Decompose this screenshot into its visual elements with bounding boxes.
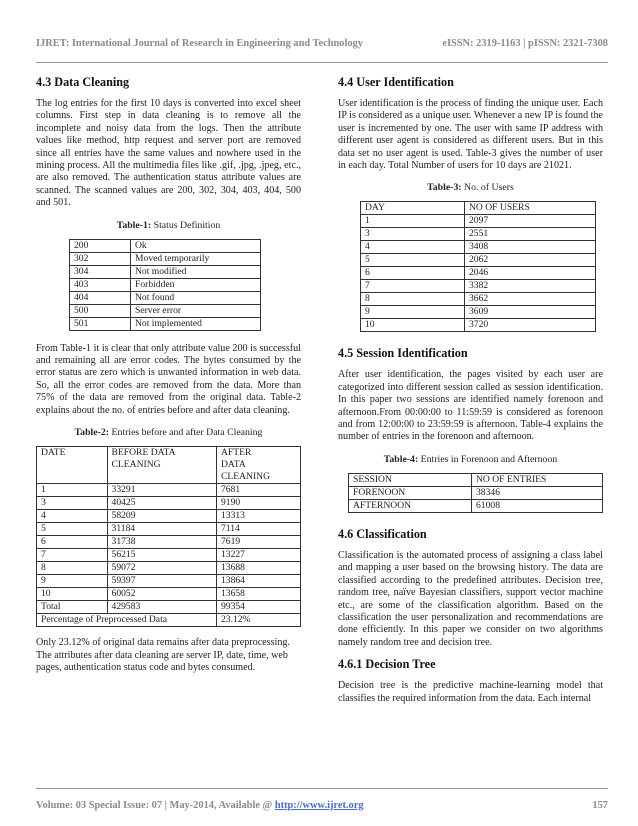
- table-cell: 302: [70, 252, 131, 265]
- page-footer: [36, 800, 608, 811]
- table-cell: Not found: [131, 291, 261, 304]
- table-row: [70, 252, 261, 265]
- table-cell: 13227: [216, 549, 300, 562]
- table-row: [361, 293, 596, 306]
- table-row: [349, 486, 603, 499]
- table-cell: 13864: [216, 575, 300, 588]
- table-cell: 99354: [216, 601, 300, 614]
- footer-rule: [36, 788, 608, 789]
- table-row: [37, 497, 301, 510]
- table-cell: 2097: [465, 215, 596, 228]
- table-cell: 38346: [472, 486, 603, 499]
- journal-link[interactable]: http://www.ijret.org: [274, 800, 364, 811]
- table-cell: 8: [361, 293, 465, 306]
- table-row: [361, 319, 596, 332]
- table-cell: 59397: [107, 575, 216, 588]
- table-row: [361, 254, 596, 267]
- journal-title: IJRET: International Journal of Research in Engineering and Technology: [36, 38, 363, 49]
- table-2-label: Table-2:: [74, 427, 110, 439]
- table-cell: 23.12%: [216, 614, 300, 627]
- table-cell: 31184: [107, 523, 216, 536]
- table-cell: 4: [361, 241, 465, 254]
- table-cell: 500: [70, 304, 131, 317]
- table-cell: 2046: [465, 267, 596, 280]
- table-cell: Percentage of Preprocessed Data: [37, 614, 217, 627]
- table-cell: Not implemented: [131, 317, 261, 330]
- table-cell: 1: [361, 215, 465, 228]
- table-cell: Server error: [131, 304, 261, 317]
- section-4-6-1-paragraph: Decision tree is the predictive machine-learning model that classifies the required information from the data. Each internal: [338, 680, 603, 704]
- table-row: [37, 549, 301, 562]
- table-cell: AFTERNOON: [349, 499, 472, 512]
- table-header-cell: SESSION: [349, 473, 472, 486]
- table-cell: 5: [361, 254, 465, 267]
- table-row: [361, 306, 596, 319]
- section-4-4-paragraph: User identification is the process of finding the unique user. Each IP is considered as a unique user. Whenever a new IP is found the user is incremented by one. The user with same IP address with different user agent is considered as different users. But in this data set no user agent is used. Table-3 gives the number of user in each day. Total Number of users for 10 days are 21021.: [338, 98, 603, 172]
- table-cell: 58209: [107, 510, 216, 523]
- table-cell: 200: [70, 239, 131, 252]
- section-4-6-title: 4.6 Classification: [338, 526, 427, 541]
- table-cell: 403: [70, 278, 131, 291]
- table-row: [37, 601, 301, 614]
- table-cell: 429583: [107, 601, 216, 614]
- table-cell: 9: [361, 306, 465, 319]
- table-4-caption: [338, 454, 603, 465]
- table-header-cell: NO OF USERS: [465, 202, 596, 215]
- table-header-cell: DATE: [37, 447, 108, 484]
- table-cell: 7681: [216, 484, 300, 497]
- paragraph-after-table-2: Only 23.12% of original data remains after data preprocessing. The attributes after data cleaning are server IP, date, time, web pages, authentication status code and bytes consumed.: [36, 637, 290, 673]
- table-header-row: [361, 202, 596, 215]
- table-cell: Forbidden: [131, 278, 261, 291]
- table-1-status-definition: [69, 239, 261, 331]
- page-header: [36, 38, 608, 49]
- table-cell: 6: [37, 536, 108, 549]
- table-cell: 304: [70, 265, 131, 278]
- table-4-label: Table-4:: [383, 453, 419, 465]
- table-row: [361, 280, 596, 293]
- table-header-cell: DAY: [361, 202, 465, 215]
- table-4-caption-text: Entries in Forenoon and Afternoon: [418, 453, 558, 465]
- table-cell: 61008: [472, 499, 603, 512]
- table-2-entries: [36, 446, 301, 627]
- section-4-6-paragraph: Classification is the automated process of assigning a class label and mapping a user based on the browsing history. The data are classified according to the predefined attributes. Decision tree, random tree, naïve Bayesian classifiers, support vector machine etc., are some of the classification algorithm. Based on the classification the user personalization and recommendations are done efficiently. In this paper we consider on two algorithms namely random tree and decision tree.: [338, 549, 603, 648]
- table-cell: 4: [37, 510, 108, 523]
- table-cell: 8: [37, 562, 108, 575]
- table-cell: 9190: [216, 497, 300, 510]
- table-row: [361, 241, 596, 254]
- table-row: [70, 304, 261, 317]
- footer-volume-text: Volume: 03 Special Issue: 07 | May-2014, Available @: [36, 800, 275, 811]
- table-cell: 56215: [107, 549, 216, 562]
- table-cell: 7619: [216, 536, 300, 549]
- table-cell: 31738: [107, 536, 216, 549]
- table-row: [70, 265, 261, 278]
- table-cell: 10: [361, 319, 465, 332]
- table-row: [361, 228, 596, 241]
- table-header-cell: AFTER DATA CLEANING: [216, 447, 300, 484]
- table-2-caption-text: Entries before and after Data Cleaning: [109, 427, 263, 439]
- table-3-caption-text: No. of Users: [461, 182, 514, 194]
- section-4-3-paragraph: The log entries for the first 10 days is converted into excel sheet columns. First step in data cleaning is to remove all the incomplete and noisy data from the logs. Then the attribute values like method, http request and server port are removed since all entries have the same values and nowhere used in the mining process. All the multimedia files like .gif, .jpg, .jpeg, etc., are also removed. The authentication status attribute values are scanned. The scanned values are 200, 302, 304, 403, 404, 500 and 501.: [36, 98, 301, 209]
- table-cell: 5: [37, 523, 108, 536]
- section-4-5-paragraph: After user identification, the pages visited by each user are categorized into different session called as session identification. In this paper two sessions are identified namely forenoon and afternoon.From 00:00:00 to 11:59:59 is considered as forenoon and from 12:00:00 to 23:59:59 is afternoon. Table-4 explains the number of entries in the forenoon and afternoon.: [338, 369, 603, 443]
- table-cell: 13313: [216, 510, 300, 523]
- table-cell: 3609: [465, 306, 596, 319]
- table-row: [361, 267, 596, 280]
- table-1-caption-text: Status Definition: [151, 219, 221, 231]
- table-cell: 404: [70, 291, 131, 304]
- table-row: [37, 484, 301, 497]
- table-cell: 7114: [216, 523, 300, 536]
- table-3-label: Table-3:: [427, 182, 462, 194]
- section-4-4-title: 4.4 User Identification: [338, 75, 454, 89]
- table-row: [37, 523, 301, 536]
- table-2-caption: [36, 427, 301, 438]
- section-4-5-title: 4.5 Session Identification: [338, 346, 468, 361]
- footer-volume: [36, 800, 364, 811]
- table-row: [361, 215, 596, 228]
- header-rule: [36, 62, 608, 63]
- section-4-3-title: 4.3 Data Cleaning: [36, 75, 130, 89]
- table-cell: 40425: [107, 497, 216, 510]
- table-cell: 10: [37, 588, 108, 601]
- table-row: [70, 278, 261, 291]
- issn-text: eISSN: 2319-1163 | pISSN: 2321-7308: [442, 38, 608, 49]
- paragraph-after-table-1: From Table-1 it is clear that only attribute value 200 is successful and remaining all are error codes. The bytes consumed by the error status are zero which is unwanted information in web data. So, all the error codes are removed from the data. More than 75% of the data are removed from the original data. Table-2 explains about the no. of entries before and after data cleaning.: [36, 342, 301, 416]
- table-cell: 13658: [216, 588, 300, 601]
- table-header-row: [37, 447, 301, 484]
- table-cell: 13688: [216, 562, 300, 575]
- table-row: [349, 499, 603, 512]
- table-row: [37, 575, 301, 588]
- table-row-percentage: [37, 614, 301, 627]
- table-cell: 3: [37, 497, 108, 510]
- table-cell: 2551: [465, 228, 596, 241]
- table-header-row: [349, 473, 603, 486]
- table-cell: Moved temporarily: [131, 252, 261, 265]
- table-cell: 9: [37, 575, 108, 588]
- table-row: [37, 562, 301, 575]
- table-4-sessions: [348, 473, 603, 513]
- table-header-cell: NO OF ENTRIES: [472, 473, 603, 486]
- left-column: [36, 75, 301, 682]
- table-row: [37, 510, 301, 523]
- table-row: [37, 536, 301, 549]
- table-cell: 501: [70, 317, 131, 330]
- table-row: [70, 291, 261, 304]
- table-1-caption: [36, 220, 301, 231]
- table-cell: Total: [37, 601, 108, 614]
- table-cell: 7: [361, 280, 465, 293]
- table-3-users: [360, 201, 596, 332]
- table-3-caption: [338, 182, 603, 193]
- table-cell: 3: [361, 228, 465, 241]
- table-1-label: Table-1:: [116, 219, 152, 231]
- table-row: [70, 239, 261, 252]
- table-cell: 3382: [465, 280, 596, 293]
- page-number: 157: [592, 800, 608, 811]
- table-cell: 7: [37, 549, 108, 562]
- table-cell: 3662: [465, 293, 596, 306]
- table-cell: 59072: [107, 562, 216, 575]
- table-cell: Ok: [131, 239, 261, 252]
- right-column: [338, 75, 603, 713]
- table-row: [70, 317, 261, 330]
- table-cell: 3720: [465, 319, 596, 332]
- table-cell: 6: [361, 267, 465, 280]
- section-4-6-1-title: 4.6.1 Decision Tree: [338, 657, 436, 672]
- table-cell: 60052: [107, 588, 216, 601]
- table-cell: FORENOON: [349, 486, 472, 499]
- table-row: [37, 588, 301, 601]
- table-cell: 33291: [107, 484, 216, 497]
- table-cell: 1: [37, 484, 108, 497]
- table-cell: Not modified: [131, 265, 261, 278]
- table-header-cell: BEFORE DATA CLEANING: [107, 447, 216, 484]
- table-cell: 2062: [465, 254, 596, 267]
- table-cell: 3408: [465, 241, 596, 254]
